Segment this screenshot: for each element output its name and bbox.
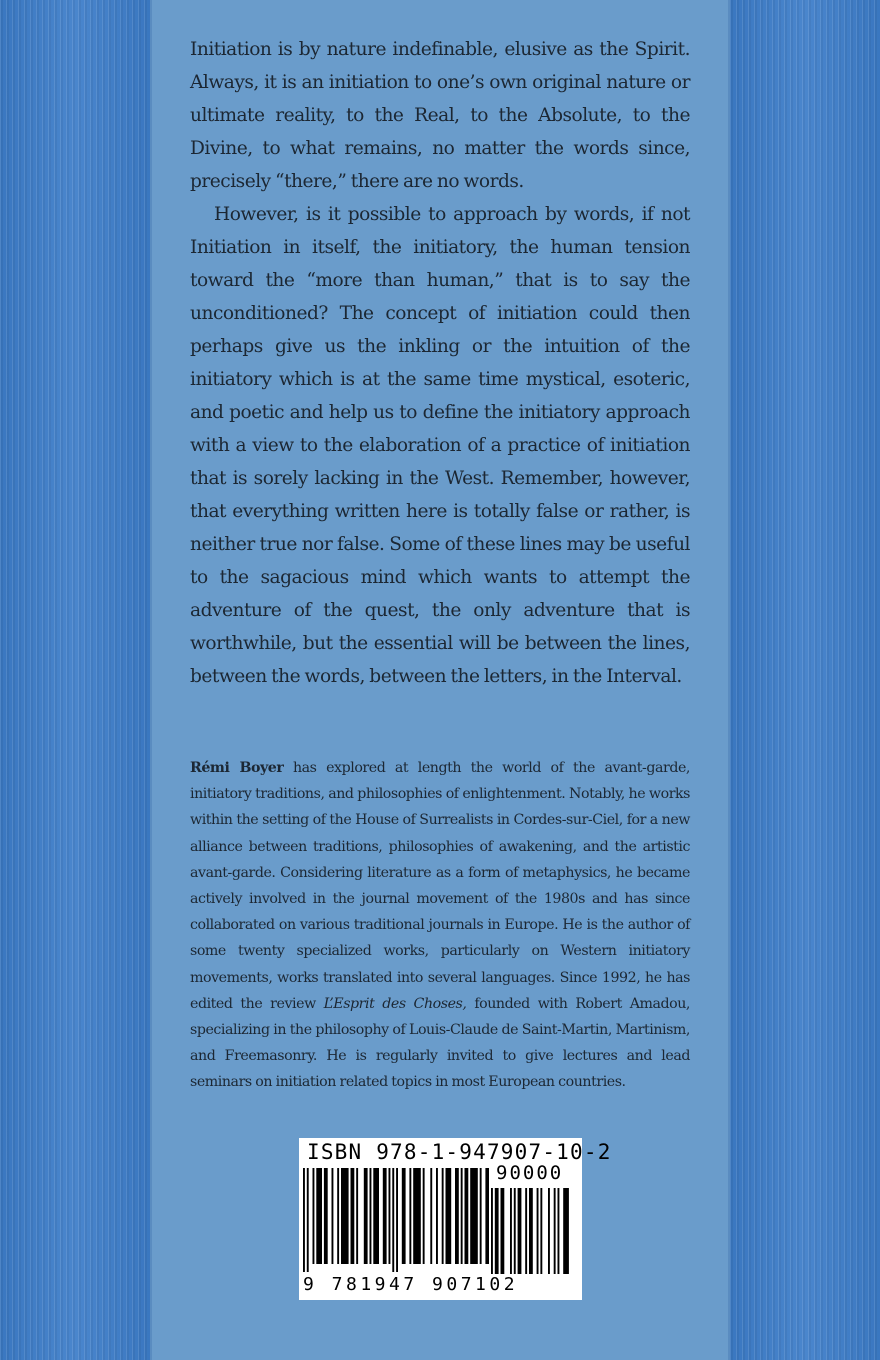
barcode-bar xyxy=(332,1168,334,1264)
barcode-bar xyxy=(341,1168,349,1264)
barcode-bar xyxy=(465,1168,469,1264)
barcode-bar xyxy=(554,1188,556,1274)
barcode-bar xyxy=(303,1168,305,1272)
barcode-bar xyxy=(307,1168,309,1272)
barcode-bar xyxy=(392,1168,394,1272)
barcode-bar xyxy=(491,1188,493,1274)
barcode-bar xyxy=(430,1168,432,1264)
author-bio-paragraph xyxy=(190,755,690,1096)
barcode-bar xyxy=(423,1168,425,1264)
barcode-bar xyxy=(409,1168,411,1264)
barcode-bar xyxy=(370,1168,372,1264)
barcode-bar xyxy=(480,1168,482,1264)
barcode-bar xyxy=(396,1168,398,1272)
barcode-bar xyxy=(455,1168,459,1264)
barcode-bar xyxy=(518,1188,522,1274)
barcode-bar xyxy=(548,1188,550,1274)
barcode-bar xyxy=(313,1168,315,1264)
barcode-bar xyxy=(389,1168,391,1264)
ean-digits: 9 781947 907102 xyxy=(303,1274,519,1295)
barcode-bar xyxy=(402,1168,406,1264)
panel-left-edge xyxy=(150,0,152,1360)
author-bio xyxy=(190,755,690,1096)
barcode-bar xyxy=(529,1188,533,1274)
barcode-bar xyxy=(540,1188,542,1274)
blurb-text xyxy=(190,33,690,693)
review-title: L’Esprit des Choses, xyxy=(323,995,467,1012)
barcode-bar xyxy=(558,1188,560,1274)
barcode-bar xyxy=(537,1188,539,1274)
isbn-label: ISBN 978-1-947907-10-2 xyxy=(307,1140,612,1164)
left-border-stripe xyxy=(0,0,150,1360)
blurb-paragraph-1: Initiation is by nature indefinable, elusive as the Spirit. Always, it is an initiation to one’s own original nature or ultimate reality, to the Real, to the Absolute, to the Divine, to what remains, no matter the words since, precisely “there,” there are no words. xyxy=(190,39,690,192)
barcode-bar xyxy=(442,1168,444,1264)
isbn-barcode xyxy=(299,1138,612,1300)
barcode-bar xyxy=(351,1168,355,1264)
barcode-bar xyxy=(470,1168,478,1264)
price-addon-code: 90000 xyxy=(496,1162,564,1184)
bio-text-part-1: has explored at length the world of the avant-garde, initiatory traditions, and philosophies of enlightenment. Notably, he works within the setting of the House of Surrealists in Cordes-sur-Ciel, for a new alliance between traditions, philosophies of awakening, and the artistic avant-garde. Considering literature as a form of metaphysics, he became actively involved in the journal movement of the 1980s and has since collaborated on various traditional journals in Europe. He is the author of some twenty specialized works, particularly on Western initiatory movements, works translated into several languages. Since 1992, he has edited the review xyxy=(190,760,690,1012)
barcode-bar xyxy=(373,1168,379,1264)
barcode-bar xyxy=(461,1168,463,1264)
panel-right-edge xyxy=(728,0,730,1360)
barcode-bar xyxy=(413,1168,421,1264)
author-name: Rémi Boyer xyxy=(190,760,284,776)
barcode-bar xyxy=(501,1188,505,1274)
barcode-bar xyxy=(485,1168,489,1264)
barcode-bar xyxy=(495,1188,499,1274)
barcode-bar xyxy=(436,1168,438,1264)
barcode-bar xyxy=(356,1168,358,1264)
barcode-bar xyxy=(446,1168,452,1264)
barcode-bar xyxy=(514,1188,516,1274)
barcode-bar xyxy=(525,1188,527,1274)
barcode-bar xyxy=(324,1168,328,1264)
right-border-stripe xyxy=(730,0,880,1360)
barcode-bar xyxy=(337,1168,339,1264)
barcode-bar xyxy=(316,1168,322,1264)
barcode-bar xyxy=(510,1188,512,1274)
ean-barcode-bars xyxy=(303,1168,489,1274)
blurb-paragraph-2: However, is it possible to approach by words, if not Initiation in itself, the initiatory, the human tension toward the “more than human,” that is to say the unconditioned? The concept of initiation could then perhaps give us the inkling or the intuition of the initiatory which is at the same time mystical, esoteric, and poetic and help us to define the initiatory approach with a view to the elaboration of a practice of initiation that is sorely lacking in the West. Remember, however, that everything written here is totally false or rather, is neither true nor false. Some of these lines may be useful to the sagacious mind which wants to attempt the adventure of the quest, the only adventure that is worthwhile, but the essential will be between the lines, between the words, between the letters, in the Interval. xyxy=(190,204,690,687)
bio-text-part-2: founded with Robert Amadou, specializing in the philosophy of Louis-Claude de Saint-Martin, Martinism, and Freemasonry. He is regularly invited to give lectures and lead seminars on initiation related topics in most European countries. xyxy=(190,995,690,1091)
barcode-bar xyxy=(383,1168,387,1264)
barcode-bar xyxy=(364,1168,368,1264)
barcode-bar xyxy=(563,1188,569,1274)
